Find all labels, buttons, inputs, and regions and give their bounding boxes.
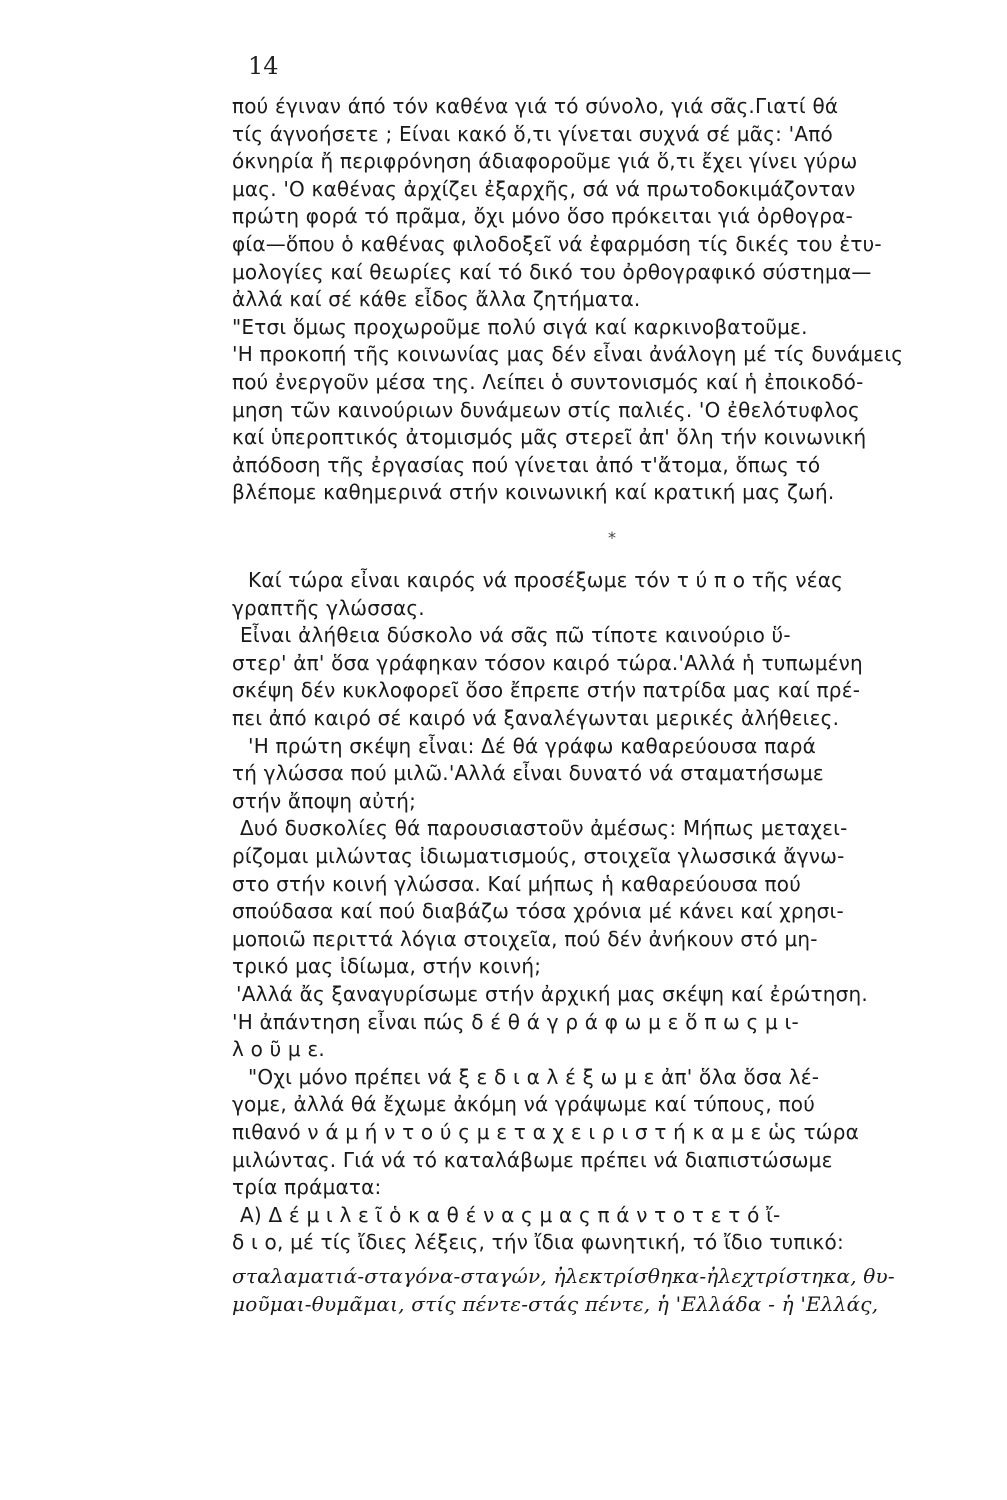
text-line: τρία πράματα:	[232, 1175, 382, 1200]
text-line: βλέπομε καθημερινά στήν κοινωνική καί κρατική μας ζωή.	[232, 480, 835, 505]
text-line: καί ὑπεροπτικός ἀτομισμός μᾶς στερεῖ ἀπ' ὅλη τήν κοινωνική	[232, 425, 867, 450]
section-separator: *	[608, 528, 616, 547]
text-line: στερ' ἀπ' ὅσα γράφηκαν τόσον καιρό τώρα.'Αλλά ἡ τυπωμένη	[232, 650, 863, 675]
text-line: 'Η πρώτη σκέψη εἶναι: Δέ θά γράφω καθαρεύουσα παρά	[248, 733, 816, 758]
text-line: ἀλλά καί σέ κάθε εἶδος ἄλλα ζητήματα.	[232, 287, 641, 312]
text-line: στήν ἄποψη αὐτή;	[232, 788, 417, 813]
text-line: δ ι ο, μέ τίς ἴδιες λέξεις, τήν ἴδια φωνητική, τό ἴδιο τυπικό:	[232, 1230, 844, 1255]
text-line: ἀπόδοση τῆς ἐργασίας πού γίνεται ἀπό τ'ἄτομα, ὅπως τό	[232, 452, 821, 477]
text-line: πρώτη φορά τό πρᾶμα, ὄχι μόνο ὅσο πρόκειται γιά ὀρθογρα-	[232, 204, 853, 229]
text-line: σταλαματιά-σταγόνα-σταγών, ἠλεκτρίσθηκα-ἠλεχτρίστηκα, θυ-	[232, 1264, 895, 1288]
text-line: πει ἀπό καιρό σέ καιρό νά ξαναλέγωνται μερικές ἀλήθειες.	[232, 706, 840, 730]
text-line: σπούδασα καί πού διαβάζω τόσα χρόνια μέ κάνει καί χρησι-	[232, 899, 844, 924]
text-line: μοῦμαι-θυμᾶμαι, στίς πέντε-στάς πέντε, ἡ 'Ελλάδα - ἡ 'Ελλάς,	[232, 1291, 879, 1316]
text-line: Α) Δ έ μ ι λ ε ῖ ὁ κ α θ έ ν α ς μ α ς π ά ν τ ο τ ε τ ό ἴ-	[240, 1202, 781, 1227]
text-line: πού έγιναν άπό τόν καθένα γιά τό σύνολο, γιά σᾶς.Γιατί θά	[232, 94, 839, 118]
text-line: μηση τῶν καινούριων δυνάμεων στίς παλιές. 'Ο ἐθελότυφλος	[232, 397, 860, 422]
text-line: Εἶναι ἀλήθεια δύσκολο νά σᾶς πῶ τίποτε καινούριο ὕ-	[240, 623, 791, 648]
text-line: στο στήν κοινή γλώσσα. Καί μήπως ἡ καθαρεύουσα πού	[232, 871, 801, 896]
text-line: Δυό δυσκολίες θά παρουσιαστοῦν ἀμέσως: Μήπως μεταχει-	[240, 816, 848, 841]
text-line: 'Η ἀπάντηση εἶναι πώς δ έ θ ά γ ρ ά φ ω μ ε ὅ π ω ς μ ι-	[232, 1009, 799, 1034]
text-line: "Ετσι ὅμως προχωροῦμε πολύ σιγά καί καρκινοβατοῦμε.	[232, 314, 808, 339]
text-line: τίς άγνοήσετε ; Είναι κακό ὅ,τι γίνεται συχνά σέ μᾶς: 'Από	[232, 121, 833, 146]
text-line: Καί τώρα εἶναι καιρός νά προσέξωμε τόν τ ύ π ο τῆς νέας	[248, 568, 844, 592]
text-line: φία—ὅπου ὁ καθένας φιλοδοξεῖ νά ἐφαρμόση τίς δικές του ἐτυ-	[232, 232, 882, 256]
text-line: γραπτῆς γλώσσας.	[232, 595, 425, 620]
text-line: λ ο ῦ μ ε.	[232, 1037, 325, 1062]
text-line: 'Η προκοπή τῆς κοινωνίας μας δέν εἶναι ἀνάλογη μέ τίς δυνάμεις	[232, 342, 904, 367]
text-line: τή γλώσσα πού μιλῶ.'Αλλά εἶναι δυνατό νά σταματήσωμε	[232, 761, 824, 786]
text-line: πού ἐνεργοῦν μέσα της. Λείπει ὁ συντονισμός καί ἡ ἐποικοδό-	[232, 370, 864, 394]
text-line: γομε, ἀλλά θά ἔχωμε ἀκόμη νά γράψωμε καί τύπους, πού	[232, 1092, 815, 1117]
text-line: μολογίες καί θεωρίες καί τό δικό του ὀρθογραφικό σύστημα—	[232, 259, 872, 284]
text-line: μας. 'Ο καθένας ἀρχίζει ἐξαρχῆς, σά νά πρωτοδοκιμάζονταν	[232, 176, 856, 201]
text-line: "Οχι μόνο πρέπει νά ξ ε δ ι α λ έ ξ ω μ ε ἀπ' ὅλα ὅσα λέ-	[248, 1064, 820, 1089]
text-line: ρίζομαι μιλώντας ἰδιωματισμούς, στοιχεῖα γλωσσικά ἄγνω-	[232, 844, 845, 868]
text-line: όκνηρία ἤ περιφρόνηση άδιαφοροῦμε γιά ὅ,τι ἔχει γίνει γύρω	[232, 149, 858, 174]
text-line: 'Αλλά ἄς ξαναγυρίσωμε στήν ἀρχική μας σκέψη καί ἐρώτηση.	[236, 982, 868, 1006]
text-line: μιλώντας. Γιά νά τό καταλάβωμε πρέπει νά διαπιστώσωμε	[232, 1147, 833, 1172]
text-line: τρικό μας ἰδίωμα, στήν κοινή;	[232, 954, 542, 979]
text-line: μοποιῶ περιττά λόγια στοιχεῖα, πού δέν ἀνήκουν στό μη-	[232, 926, 818, 951]
text-line: πιθανό ν ά μ ή ν τ ο ύ ς μ ε τ α χ ε ι ρ ι σ τ ή κ α μ ε ὡς τώρα	[232, 1120, 860, 1144]
page-number: 14	[248, 52, 279, 80]
text-line: σκέψη δέν κυκλοφορεῖ ὅσο ἔπρεπε στήν πατρίδα μας καί πρέ-	[232, 678, 861, 703]
